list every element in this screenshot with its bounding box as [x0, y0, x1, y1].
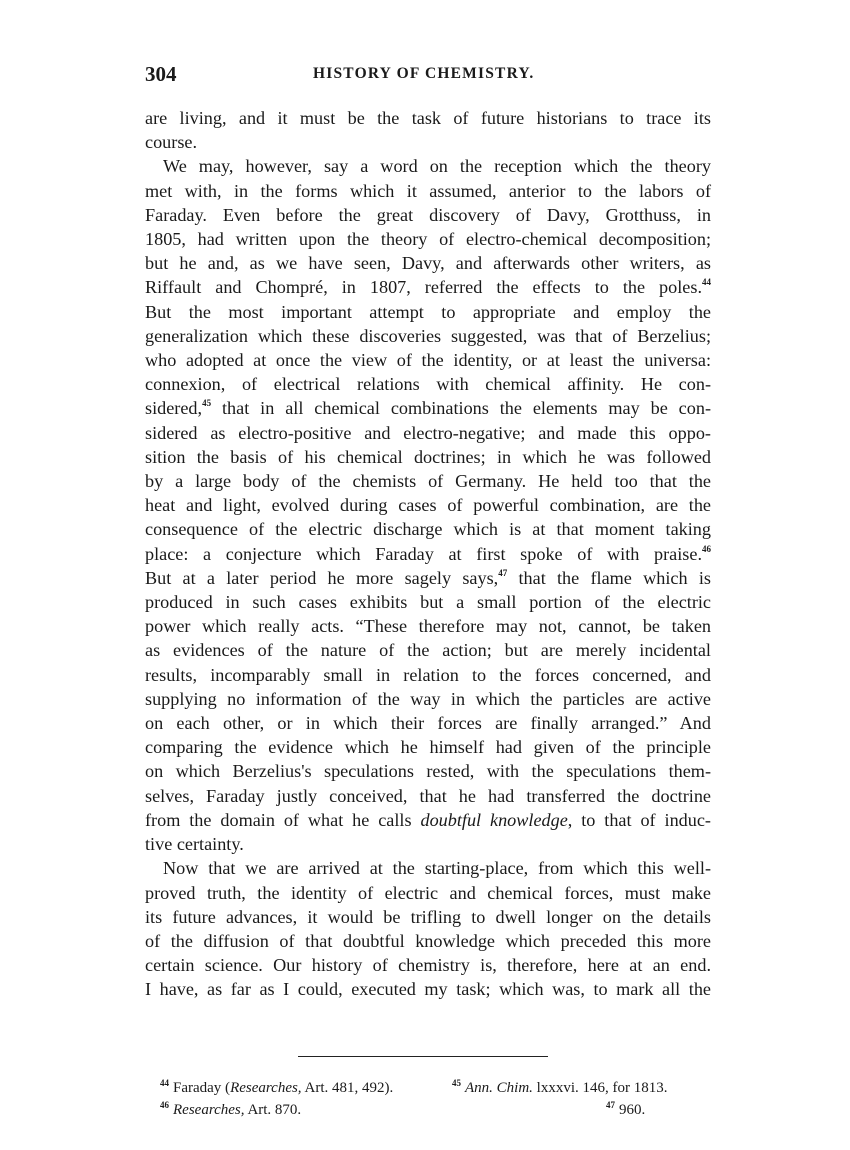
text-line: But the most important attempt to appropriate and employ the [145, 301, 711, 322]
text-line: connexion, of electrical relations with chemical affinity. He con- [145, 374, 711, 395]
text-line: I have, as far as I could, executed my task; which was, to mark all the [145, 979, 711, 1000]
paragraph-2 [145, 154, 711, 856]
text-line: 1805, had written upon the theory of electro-chemical decomposition; [145, 229, 711, 250]
text-line: by a large body of the chemists of Germany. He held too that the [145, 471, 711, 492]
text-line: consequence of the electric discharge which is at that moment taking [145, 519, 711, 540]
footnote-ref-46[interactable]: 46 [702, 543, 711, 554]
text-line: produced in such cases exhibits but a small portion of the electric [145, 592, 711, 613]
text-line: on which Berzelius's speculations rested, with the speculations them- [145, 761, 711, 782]
text-line: sition the basis of his chemical doctrines; in which he was followed [145, 446, 711, 467]
text-line: heat and light, evolved during cases of powerful combination, are the [145, 495, 711, 516]
footnote-mark: 46 [160, 1100, 169, 1110]
text-line: supplying no information of the way in which the particles are active [145, 688, 711, 709]
footnote-row [160, 1072, 712, 1094]
running-title: HISTORY OF CHEMISTRY. [313, 65, 535, 82]
footnote-mark: 47 [606, 1100, 615, 1110]
footnote-text: Art. 870. [247, 1102, 302, 1118]
text-line [145, 808, 711, 832]
text-line: Now that we are arrived at the starting-place, from which this well- [163, 858, 711, 879]
footnote-divider [298, 1056, 548, 1057]
text-line: of the diffusion of that doubtful knowledge which preceded this more [145, 930, 711, 951]
text-segment: sidered, [145, 398, 203, 419]
text-line: but he and, as we have seen, Davy, and afterwards other writers, as [145, 253, 711, 274]
text-line: are living, and it must be the task of future historians to trace its [145, 108, 711, 128]
text-line: comparing the evidence which he himself had given of the principle [145, 737, 711, 758]
text-line: its future advances, it would be trifling to dwell longer on the details [145, 906, 711, 927]
text-line: proved truth, the identity of electric and chemical forces, must make [145, 882, 711, 903]
text-line: course. [145, 132, 198, 153]
text-line: as evidences of the nature of the action; but are merely incidental [145, 640, 711, 661]
body-text [145, 106, 711, 1002]
footnote-ref-47[interactable]: 47 [498, 567, 508, 578]
italic-term: doubtful knowledge [420, 809, 568, 830]
text-line [145, 566, 711, 590]
footnote-title: Researches, [173, 1102, 245, 1118]
footnote-text: lxxxvi. 146, for 1813. [536, 1080, 668, 1096]
footnotes [160, 1072, 712, 1116]
text-line [145, 275, 711, 299]
text-line [145, 542, 711, 566]
text-line: met with, in the forms which it assumed, anterior to the labors of [145, 180, 711, 201]
text-line: tive certainty. [145, 834, 244, 855]
page-number: 304 [145, 62, 177, 86]
footnote-ref-44[interactable]: 44 [702, 277, 711, 288]
text-line: generalization which these discoveries suggested, was that of Berzelius; [145, 325, 711, 346]
footnote-text: Faraday ( [173, 1080, 231, 1096]
footnote-text: 960. [619, 1102, 646, 1118]
text-line: Faraday. Even before the great discovery of Davy, Grotthuss, in [145, 204, 711, 225]
text-segment: , to that of induc- [567, 809, 711, 830]
footnote-row [160, 1094, 712, 1116]
text-segment: place: a conjecture which Faraday at first spoke of with praise. [145, 543, 702, 564]
text-line: sidered as electro-positive and electro-negative; and made this oppo- [145, 422, 711, 443]
text-segment: from the domain of what he calls [145, 809, 412, 830]
running-head [145, 62, 710, 92]
text-line: results, incomparably small in relation to the forces concerned, and [145, 664, 711, 685]
footnote-title: Researches, [230, 1080, 302, 1096]
paragraph-1 [145, 106, 711, 154]
footnote-text: Art. 481, 492). [304, 1080, 394, 1096]
text-segment: that the flame which is [518, 567, 711, 588]
footnote-title: Ann. Chim. [465, 1080, 533, 1096]
text-line: We may, however, say a word on the reception which the theory [163, 156, 711, 177]
paragraph-3 [145, 856, 711, 1001]
text-segment: Riffault and Chompré, in 1807, referred the effects to the poles. [145, 277, 702, 298]
text-line [145, 396, 711, 420]
footnote-47 [606, 1094, 645, 1121]
footnote-mark: 45 [452, 1078, 461, 1088]
footnote-ref-45[interactable]: 45 [202, 398, 212, 409]
text-line: on each other, or in which their forces are finally arranged.” And [145, 713, 711, 734]
text-line: power which really acts. “These therefore may not, cannot, be taken [145, 616, 711, 637]
footnote-mark: 44 [160, 1078, 169, 1088]
footnote-46 [160, 1094, 301, 1121]
text-segment: But at a later period he more sagely says, [145, 567, 499, 588]
text-line: certain science. Our history of chemistry is, therefore, here at an end. [145, 955, 711, 976]
text-line: selves, Faraday justly conceived, that he had transferred the doctrine [145, 785, 711, 806]
text-line: who adopted at once the view of the identity, or at least the universa: [145, 350, 711, 371]
text-segment: that in all chemical combinations the elements may be con- [221, 398, 712, 419]
